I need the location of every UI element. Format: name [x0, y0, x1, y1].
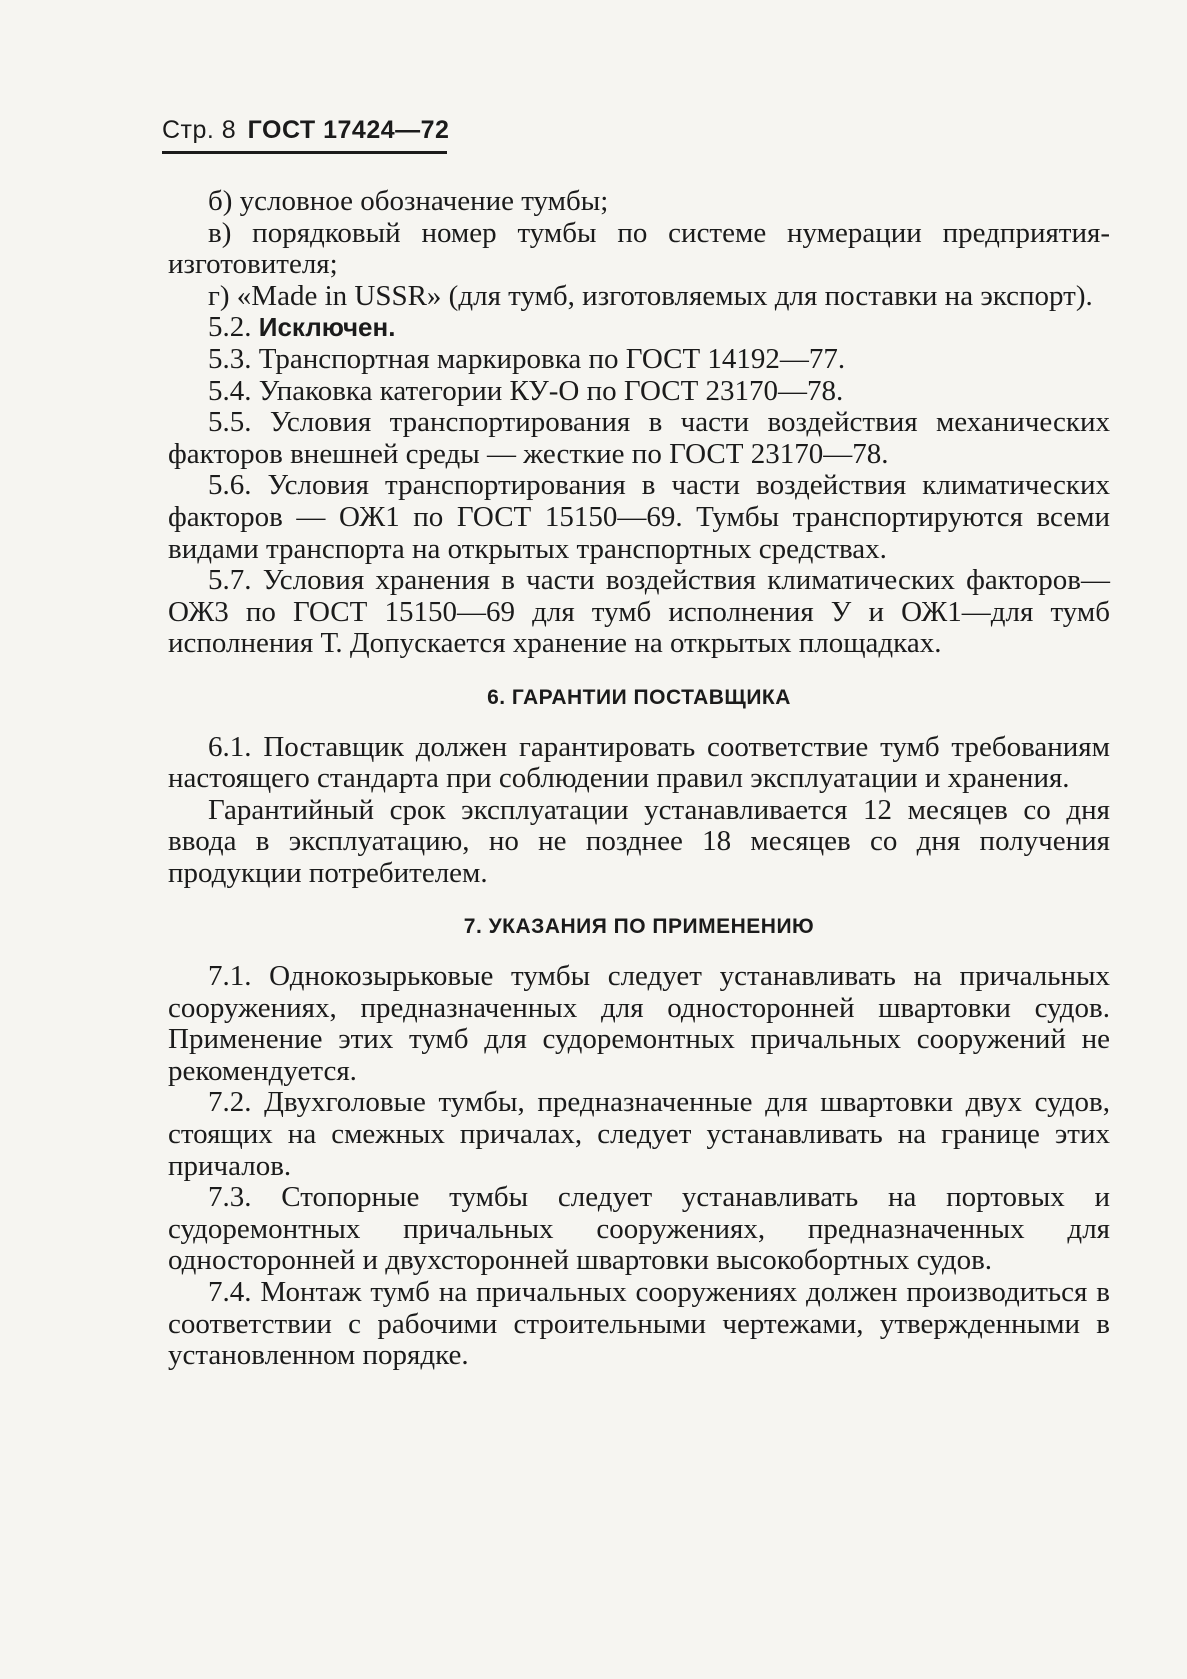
- paragraph-6-1-warranty: Гарантийный срок эксплуатации устанавливается 12 месяцев со дня ввода в эксплуатацию, но не позднее 18 месяцев со дня получения продукции потребителем.: [168, 793, 1110, 889]
- paragraph-7-3: 7.3. Стопорные тумбы следует устанавливать на портовых и судоремонтных причальных сооружениях, предназначенных для односторонней и двухсторонней швартовки высокобортных судов.: [168, 1181, 1110, 1277]
- paragraph-5-3: 5.3. Транспортная маркировка по ГОСТ 14192—77.: [208, 342, 846, 375]
- paragraph-5-6: 5.6. Условия транспортирования в части воздействия климатических факторов — ОЖ1 по ГОСТ 15150—69. Тумбы транспортируются всеми видами транспорта на открытых транспортных средствах.: [168, 469, 1110, 565]
- page-label: Стр. 8: [162, 116, 237, 144]
- paragraph-6-1: 6.1. Поставщик должен гарантировать соответствие тумб требованиям настоящего стандарта при соблюдении правил эксплуатации и хранения.: [168, 730, 1110, 795]
- paragraph-b: б) условное обозначение тумбы;: [208, 185, 609, 217]
- paragraph-7-2: 7.2. Двухголовые тумбы, предназначенные для швартовки двух судов, стоящих на смежных причалах, следует устанавливать на границе этих причалов.: [168, 1086, 1110, 1182]
- paragraph-5-4: 5.4. Упаковка категории КУ-О по ГОСТ 23170—78.: [208, 374, 844, 407]
- paragraph-7-4: 7.4. Монтаж тумб на причальных сооружениях должен производиться в соответствии с рабочими строительными чертежами, утвержденными в установленном порядке.: [168, 1276, 1110, 1372]
- header-rule: [162, 151, 447, 154]
- paragraph-5-2: [168, 312, 1110, 344]
- paragraph-5-5: 5.5. Условия транспортирования в части воздействия механических факторов внешней среды — жесткие по ГОСТ 23170—78.: [168, 406, 1110, 470]
- paragraph-v: в) порядковый номер тумбы по системе нумерации предприятия-изготовителя;: [168, 216, 1110, 281]
- document-body: [168, 186, 1110, 1372]
- paragraph-7-1: 7.1. Однокозырьковые тумбы следует устанавливать на причальных сооружениях, предназначенных для односторонней швартовки судов. Применение этих тумб для судоремонтных причальных сооружений не рекомендуется.: [168, 960, 1110, 1087]
- doc-number: ГОСТ 17424—72: [247, 116, 450, 144]
- paragraph-5-2-number: 5.2.: [208, 311, 252, 344]
- paragraph-5-7: 5.7. Условия хранения в части воздействия климатических факторов—ОЖ3 по ГОСТ 15150—69 для тумб исполнения У и ОЖ1—для тумб исполнения Т. Допускается хранение на открытых площадках.: [168, 564, 1110, 660]
- section-7-title: 7. УКАЗАНИЯ ПО ПРИМЕНЕНИЮ: [463, 915, 815, 939]
- paragraph-g: г) «Made in USSR» (для тумб, изготовляемых для поставки на экспорт).: [208, 279, 1093, 312]
- section-6-title: 6. ГАРАНТИИ ПОСТАВЩИКА: [487, 685, 791, 709]
- page-header: [162, 116, 449, 145]
- paragraph-5-2-text: Исключен.: [258, 312, 396, 343]
